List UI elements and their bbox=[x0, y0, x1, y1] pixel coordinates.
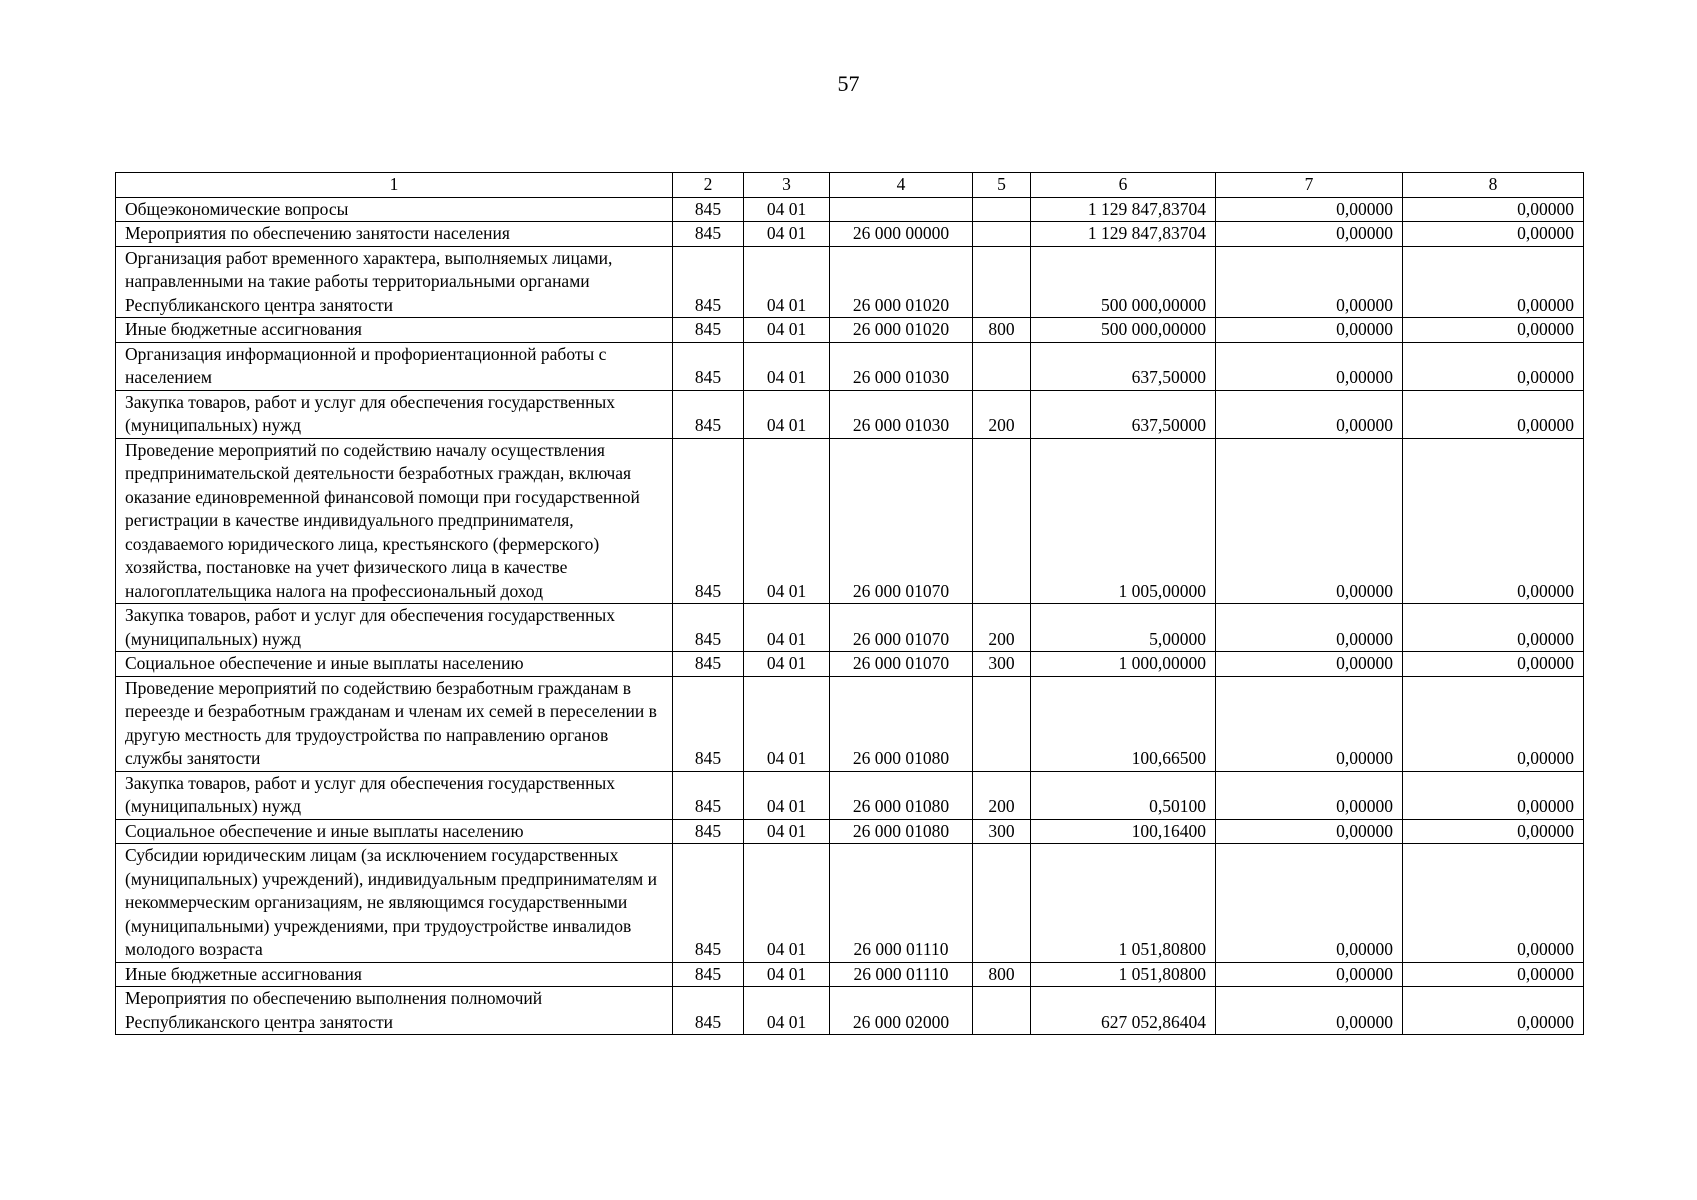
expense-type-cell bbox=[973, 676, 1031, 771]
amount-cell: 0,00000 bbox=[1216, 222, 1403, 247]
ministry-code-cell: 845 bbox=[673, 318, 744, 343]
item-name-cell: Социальное обеспечение и иные выплаты населению bbox=[116, 819, 673, 844]
section-code-cell: 04 01 bbox=[744, 676, 830, 771]
expense-type-cell: 200 bbox=[973, 390, 1031, 438]
expense-type-cell: 200 bbox=[973, 604, 1031, 652]
amount-cell: 500 000,00000 bbox=[1031, 318, 1216, 343]
expense-type-cell bbox=[973, 987, 1031, 1035]
ministry-code-cell: 845 bbox=[673, 652, 744, 677]
target-article-cell bbox=[830, 197, 973, 222]
target-article-cell: 26 000 01030 bbox=[830, 390, 973, 438]
ministry-code-cell: 845 bbox=[673, 844, 744, 963]
amount-cell: 0,00000 bbox=[1216, 604, 1403, 652]
item-name-cell: Мероприятия по обеспечению выполнения полномочий Республиканского центра занятости bbox=[116, 987, 673, 1035]
section-code-cell: 04 01 bbox=[744, 438, 830, 604]
item-name-cell: Общеэкономические вопросы bbox=[116, 197, 673, 222]
target-article-cell: 26 000 01110 bbox=[830, 962, 973, 987]
item-name-cell: Организация работ временного характера, выполняемых лицами, направленными на такие работы территориальными органами Республиканского центра занятости bbox=[116, 246, 673, 318]
ministry-code-cell: 845 bbox=[673, 342, 744, 390]
amount-cell: 100,16400 bbox=[1031, 819, 1216, 844]
table-row bbox=[116, 246, 1584, 318]
ministry-code-cell: 845 bbox=[673, 438, 744, 604]
amount-cell: 0,00000 bbox=[1403, 342, 1584, 390]
amount-cell: 637,50000 bbox=[1031, 342, 1216, 390]
target-article-cell: 26 000 01080 bbox=[830, 771, 973, 819]
amount-cell: 0,00000 bbox=[1216, 197, 1403, 222]
amount-cell: 0,00000 bbox=[1216, 962, 1403, 987]
amount-cell: 0,00000 bbox=[1403, 390, 1584, 438]
target-article-cell: 26 000 01080 bbox=[830, 819, 973, 844]
amount-cell: 0,00000 bbox=[1216, 844, 1403, 963]
amount-cell: 0,00000 bbox=[1403, 318, 1584, 343]
item-name-cell: Проведение мероприятий по содействию безработным гражданам в переезде и безработным гражданам и членам их семей в переселении в другую местность для трудоустройства по направлению органов службы занятости bbox=[116, 676, 673, 771]
amount-cell: 100,66500 bbox=[1031, 676, 1216, 771]
budget-table bbox=[115, 172, 1584, 1035]
table-row bbox=[116, 987, 1584, 1035]
target-article-cell: 26 000 01080 bbox=[830, 676, 973, 771]
amount-cell: 0,00000 bbox=[1216, 318, 1403, 343]
amount-cell: 0,50100 bbox=[1031, 771, 1216, 819]
amount-cell: 500 000,00000 bbox=[1031, 246, 1216, 318]
expense-type-cell bbox=[973, 197, 1031, 222]
ministry-code-cell: 845 bbox=[673, 987, 744, 1035]
target-article-cell: 26 000 01110 bbox=[830, 844, 973, 963]
expense-type-cell: 800 bbox=[973, 318, 1031, 343]
target-article-cell: 26 000 01020 bbox=[830, 318, 973, 343]
table-row bbox=[116, 771, 1584, 819]
table-header-row bbox=[116, 173, 1584, 198]
amount-cell: 1 051,80800 bbox=[1031, 962, 1216, 987]
amount-cell: 0,00000 bbox=[1403, 246, 1584, 318]
section-code-cell: 04 01 bbox=[744, 771, 830, 819]
item-name-cell: Социальное обеспечение и иные выплаты населению bbox=[116, 652, 673, 677]
amount-cell: 627 052,86404 bbox=[1031, 987, 1216, 1035]
section-code-cell: 04 01 bbox=[744, 844, 830, 963]
amount-cell: 1 129 847,83704 bbox=[1031, 197, 1216, 222]
target-article-cell: 26 000 01020 bbox=[830, 246, 973, 318]
column-header: 6 bbox=[1031, 173, 1216, 198]
amount-cell: 0,00000 bbox=[1403, 676, 1584, 771]
expense-type-cell: 800 bbox=[973, 962, 1031, 987]
amount-cell: 0,00000 bbox=[1216, 987, 1403, 1035]
table-row bbox=[116, 819, 1584, 844]
amount-cell: 0,00000 bbox=[1403, 771, 1584, 819]
section-code-cell: 04 01 bbox=[744, 246, 830, 318]
ministry-code-cell: 845 bbox=[673, 604, 744, 652]
section-code-cell: 04 01 bbox=[744, 819, 830, 844]
section-code-cell: 04 01 bbox=[744, 390, 830, 438]
amount-cell: 0,00000 bbox=[1216, 438, 1403, 604]
expense-type-cell bbox=[973, 222, 1031, 247]
amount-cell: 0,00000 bbox=[1216, 390, 1403, 438]
item-name-cell: Проведение мероприятий по содействию началу осуществления предпринимательской деятельности безработных граждан, включая оказание единовременной финансовой помощи при государственной регистрации в качестве индивидуального предпринимателя, создаваемого юридического лица, крестьянского (фермерского) хозяйства, постановке на учет физического лица в качестве налогоплательщика налога на профессиональный доход bbox=[116, 438, 673, 604]
amount-cell: 0,00000 bbox=[1216, 342, 1403, 390]
item-name-cell: Мероприятия по обеспечению занятости населения bbox=[116, 222, 673, 247]
ministry-code-cell: 845 bbox=[673, 222, 744, 247]
table-row bbox=[116, 676, 1584, 771]
amount-cell: 0,00000 bbox=[1403, 652, 1584, 677]
section-code-cell: 04 01 bbox=[744, 652, 830, 677]
column-header: 4 bbox=[830, 173, 973, 198]
ministry-code-cell: 845 bbox=[673, 197, 744, 222]
section-code-cell: 04 01 bbox=[744, 987, 830, 1035]
table-row bbox=[116, 962, 1584, 987]
expense-type-cell bbox=[973, 246, 1031, 318]
column-header: 8 bbox=[1403, 173, 1584, 198]
amount-cell: 0,00000 bbox=[1403, 844, 1584, 963]
target-article-cell: 26 000 01030 bbox=[830, 342, 973, 390]
amount-cell: 0,00000 bbox=[1216, 819, 1403, 844]
ministry-code-cell: 845 bbox=[673, 771, 744, 819]
amount-cell: 0,00000 bbox=[1216, 676, 1403, 771]
amount-cell: 1 051,80800 bbox=[1031, 844, 1216, 963]
amount-cell: 0,00000 bbox=[1403, 222, 1584, 247]
amount-cell: 0,00000 bbox=[1403, 987, 1584, 1035]
expense-type-cell bbox=[973, 438, 1031, 604]
item-name-cell: Иные бюджетные ассигнования bbox=[116, 962, 673, 987]
table-row bbox=[116, 318, 1584, 343]
target-article-cell: 26 000 00000 bbox=[830, 222, 973, 247]
target-article-cell: 26 000 01070 bbox=[830, 652, 973, 677]
expense-type-cell: 200 bbox=[973, 771, 1031, 819]
column-header: 5 bbox=[973, 173, 1031, 198]
ministry-code-cell: 845 bbox=[673, 390, 744, 438]
table-row bbox=[116, 390, 1584, 438]
amount-cell: 1 005,00000 bbox=[1031, 438, 1216, 604]
table-row bbox=[116, 197, 1584, 222]
section-code-cell: 04 01 bbox=[744, 197, 830, 222]
table-row bbox=[116, 342, 1584, 390]
amount-cell: 0,00000 bbox=[1403, 962, 1584, 987]
item-name-cell: Закупка товаров, работ и услуг для обеспечения государственных (муниципальных) нужд bbox=[116, 604, 673, 652]
ministry-code-cell: 845 bbox=[673, 819, 744, 844]
ministry-code-cell: 845 bbox=[673, 676, 744, 771]
amount-cell: 1 000,00000 bbox=[1031, 652, 1216, 677]
ministry-code-cell: 845 bbox=[673, 962, 744, 987]
ministry-code-cell: 845 bbox=[673, 246, 744, 318]
section-code-cell: 04 01 bbox=[744, 604, 830, 652]
table-row bbox=[116, 604, 1584, 652]
item-name-cell: Закупка товаров, работ и услуг для обеспечения государственных (муниципальных) нужд bbox=[116, 771, 673, 819]
amount-cell: 0,00000 bbox=[1216, 771, 1403, 819]
table-row bbox=[116, 222, 1584, 247]
section-code-cell: 04 01 bbox=[744, 962, 830, 987]
amount-cell: 5,00000 bbox=[1031, 604, 1216, 652]
column-header: 3 bbox=[744, 173, 830, 198]
section-code-cell: 04 01 bbox=[744, 222, 830, 247]
item-name-cell: Организация информационной и профориентационной работы с населением bbox=[116, 342, 673, 390]
target-article-cell: 26 000 01070 bbox=[830, 604, 973, 652]
item-name-cell: Иные бюджетные ассигнования bbox=[116, 318, 673, 343]
column-header: 7 bbox=[1216, 173, 1403, 198]
table-row bbox=[116, 844, 1584, 963]
amount-cell: 637,50000 bbox=[1031, 390, 1216, 438]
table-row bbox=[116, 652, 1584, 677]
amount-cell: 0,00000 bbox=[1403, 197, 1584, 222]
table-row bbox=[116, 438, 1584, 604]
item-name-cell: Закупка товаров, работ и услуг для обеспечения государственных (муниципальных) нужд bbox=[116, 390, 673, 438]
amount-cell: 0,00000 bbox=[1216, 652, 1403, 677]
column-header: 2 bbox=[673, 173, 744, 198]
page-number: 57 bbox=[837, 71, 860, 96]
expense-type-cell bbox=[973, 844, 1031, 963]
amount-cell: 0,00000 bbox=[1403, 819, 1584, 844]
section-code-cell: 04 01 bbox=[744, 318, 830, 343]
expense-type-cell: 300 bbox=[973, 652, 1031, 677]
target-article-cell: 26 000 02000 bbox=[830, 987, 973, 1035]
amount-cell: 1 129 847,83704 bbox=[1031, 222, 1216, 247]
target-article-cell: 26 000 01070 bbox=[830, 438, 973, 604]
section-code-cell: 04 01 bbox=[744, 342, 830, 390]
amount-cell: 0,00000 bbox=[1216, 246, 1403, 318]
amount-cell: 0,00000 bbox=[1403, 604, 1584, 652]
column-header: 1 bbox=[116, 173, 673, 198]
expense-type-cell: 300 bbox=[973, 819, 1031, 844]
expense-type-cell bbox=[973, 342, 1031, 390]
amount-cell: 0,00000 bbox=[1403, 438, 1584, 604]
item-name-cell: Субсидии юридическим лицам (за исключением государственных (муниципальных) учреждений), индивидуальным предпринимателям и некоммерческим организациям, не являющимся государственными (муниципальными) учреждениями, при трудоустройстве инвалидов молодого возраста bbox=[116, 844, 673, 963]
